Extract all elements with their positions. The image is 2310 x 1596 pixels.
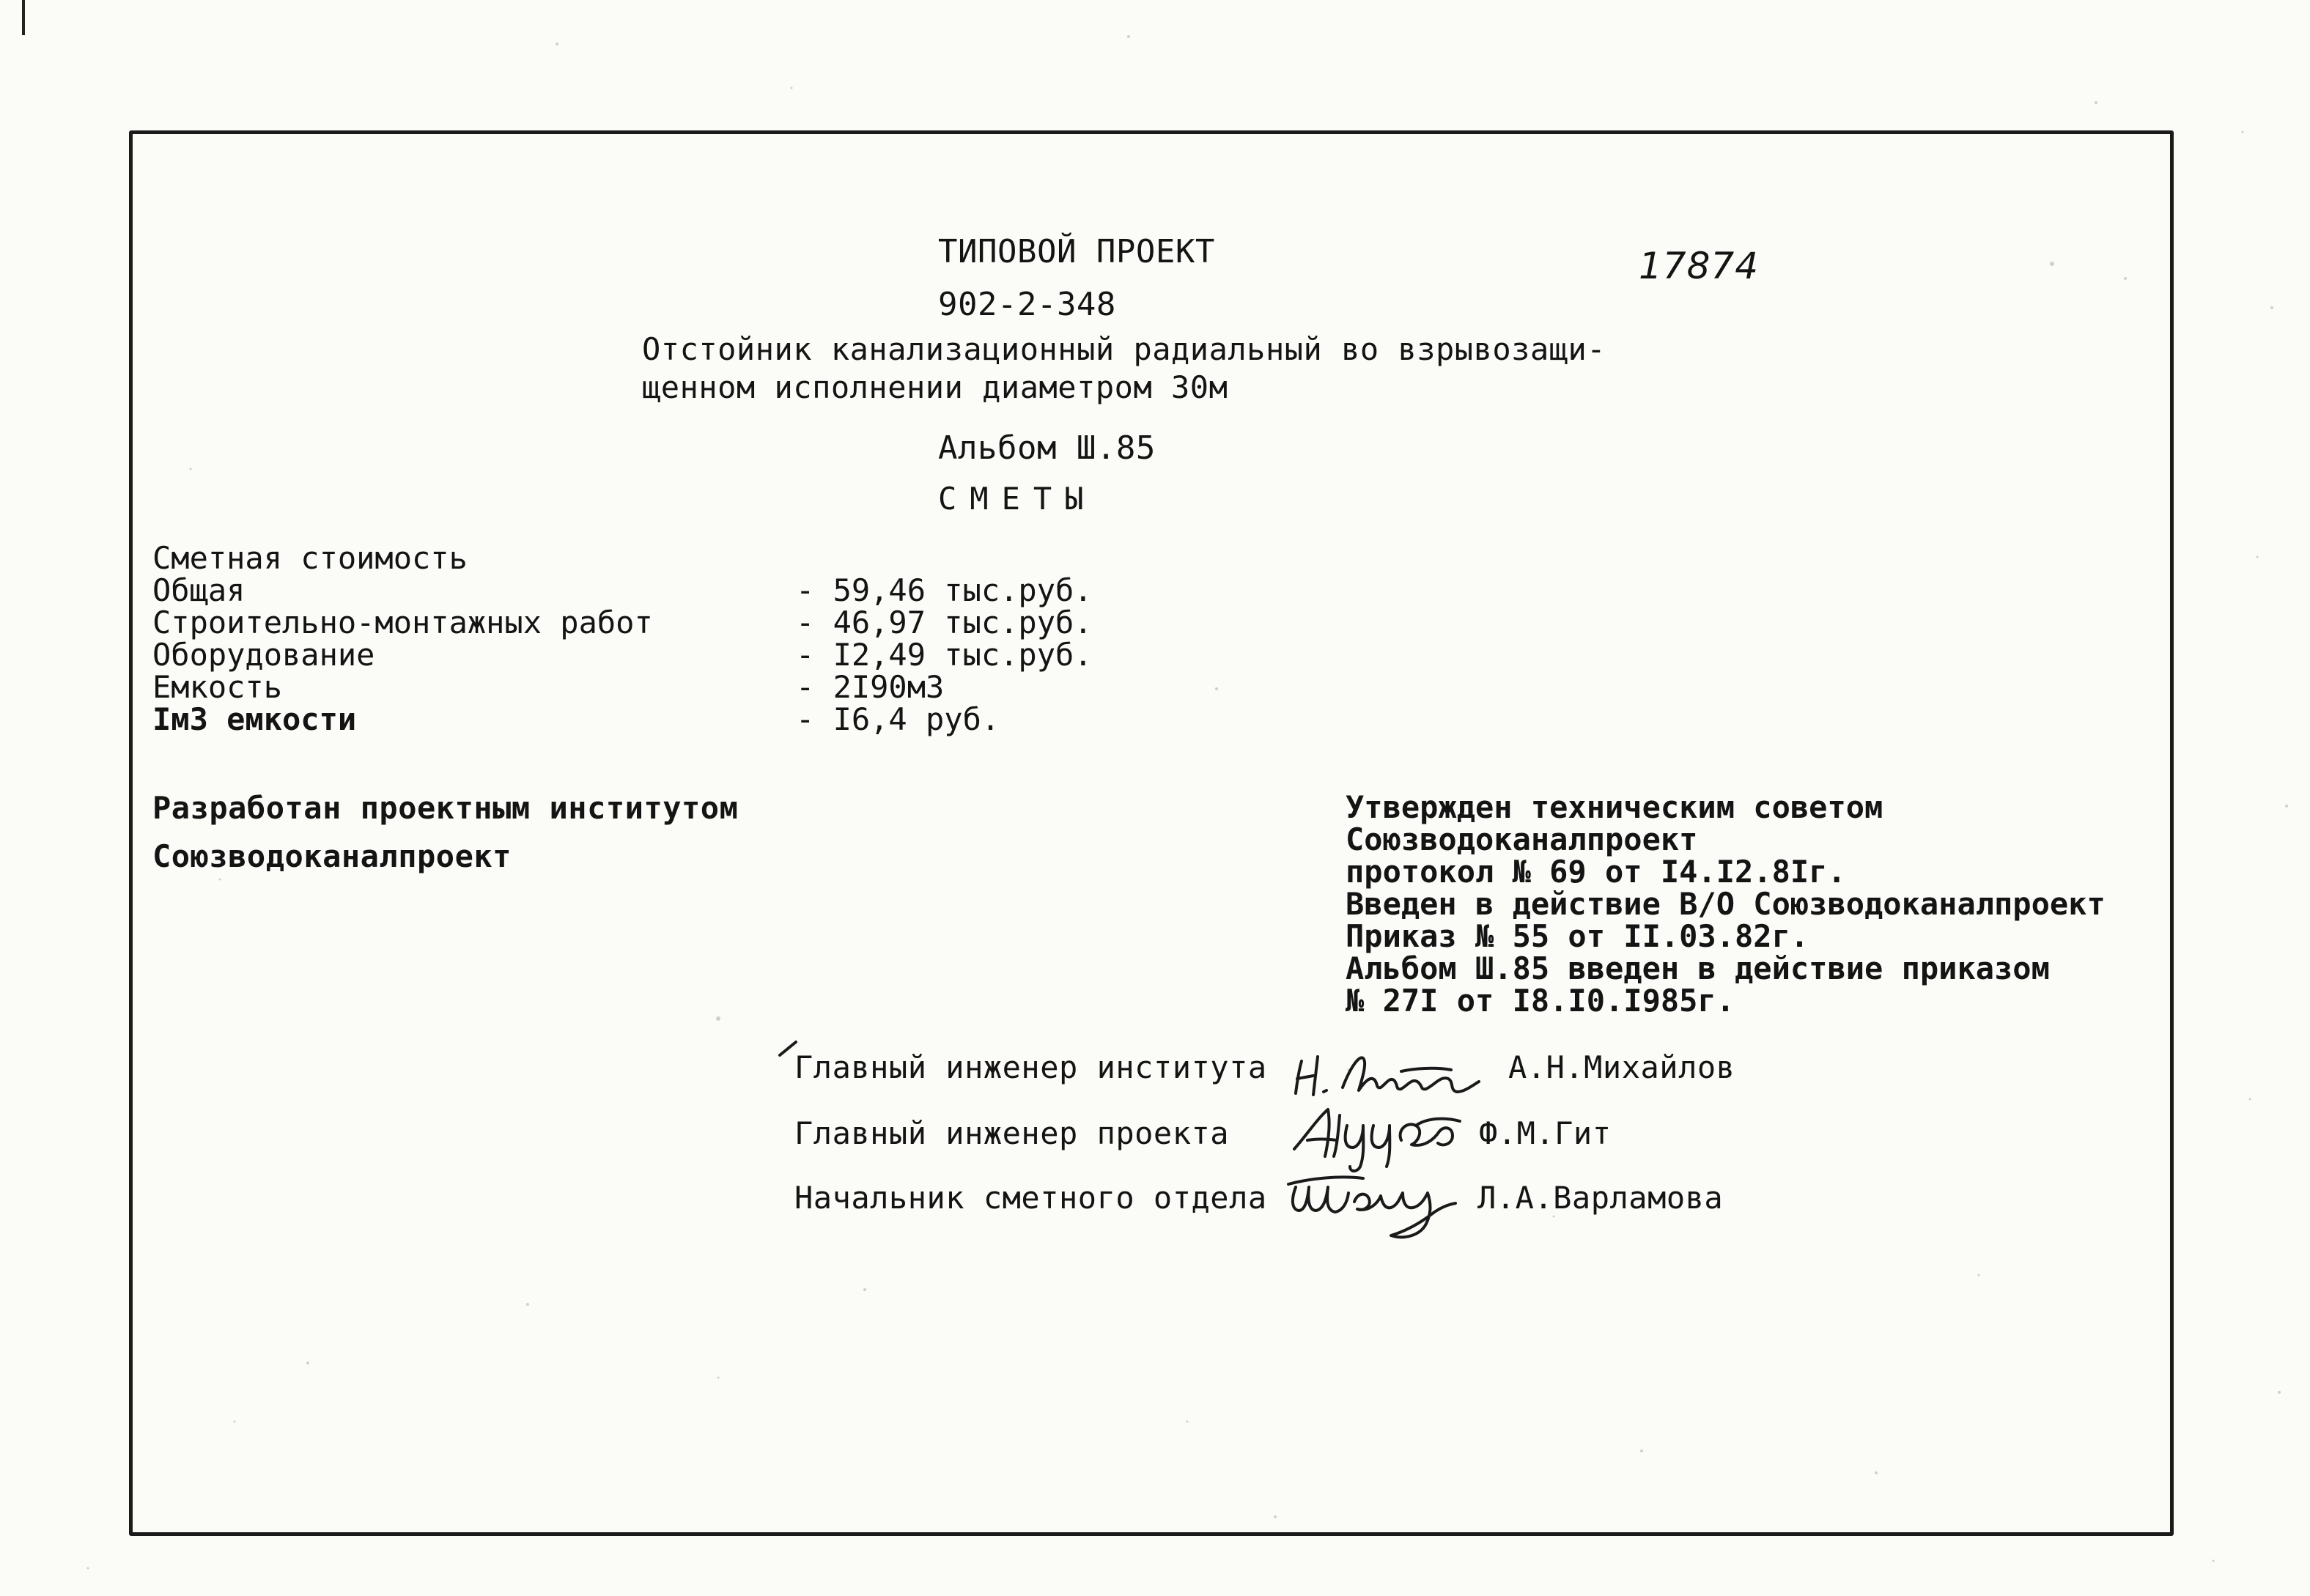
cost-label-total: Общая <box>152 572 246 608</box>
approval-line: Альбом Ш.85 введен в действие приказом <box>1346 950 2050 986</box>
project-title-line-1: Отстойник канализационный радиальный во взрывозащи- <box>642 331 1606 367</box>
cost-label-capacity: Емкость <box>152 669 283 705</box>
cost-value-total: - 59,46 тыс.руб. <box>796 572 1093 608</box>
cost-label-construction: Строительно-монтажных работ <box>152 605 653 640</box>
cost-value-unit: - I6,4 руб. <box>796 701 1000 737</box>
approval-block <box>1346 791 2106 1017</box>
approval-line: Утвержден техническим советом <box>1346 789 1883 825</box>
approval-line: Союзводоканалпроект <box>1346 821 1698 857</box>
cost-values <box>796 572 1093 737</box>
approval-line: № 27I от I8.I0.I985г. <box>1346 983 1735 1019</box>
project-type: ТИПОВОЙ ПРОЕКТ <box>938 233 1215 270</box>
album-label: Альбом Ш.85 <box>938 429 1156 467</box>
inventory-number: 17874 <box>1639 245 1760 287</box>
developer-label: Разработан проектным институтом <box>152 790 739 826</box>
signatory-role-estimates: Начальник сметного отдела <box>794 1180 1267 1216</box>
signatory-role-project: Главный инженер проекта <box>794 1115 1230 1151</box>
signatory-name-project: Ф.М.Гит <box>1479 1115 1612 1151</box>
signatory-name-institute: А.Н.Михайлов <box>1508 1049 1735 1085</box>
approval-line: Приказ № 55 от II.03.82г. <box>1346 918 1809 954</box>
cost-value-capacity: - 2I90м3 <box>796 669 945 705</box>
cost-label-unit: Iм3 емкости <box>152 701 357 737</box>
cost-label-equipment: Оборудование <box>152 637 375 673</box>
signatory-role-institute: Главный инженер института <box>794 1049 1267 1085</box>
signatory-name-estimates: Л.А.Варламова <box>1477 1180 1724 1216</box>
approval-line: протокол № 69 от I4.I2.8Iг. <box>1346 854 1846 890</box>
approval-line: Введен в действие В/О Союзводоканалпроект <box>1346 886 2106 922</box>
section-title: СМЕТЫ <box>938 481 1097 517</box>
project-number: 902-2-348 <box>938 286 1116 323</box>
cost-labels <box>152 542 653 736</box>
developer-name: Союзводоканалпроект <box>152 838 512 874</box>
scan-edge-mark <box>22 0 25 35</box>
project-title-line-2: щенном исполнении диаметром 30м <box>642 369 1228 405</box>
cost-heading: Сметная стоимость <box>152 540 468 576</box>
cost-value-equipment: - I2,49 тыс.руб. <box>796 637 1093 673</box>
cost-value-construction: - 46,97 тыс.руб. <box>796 605 1093 640</box>
